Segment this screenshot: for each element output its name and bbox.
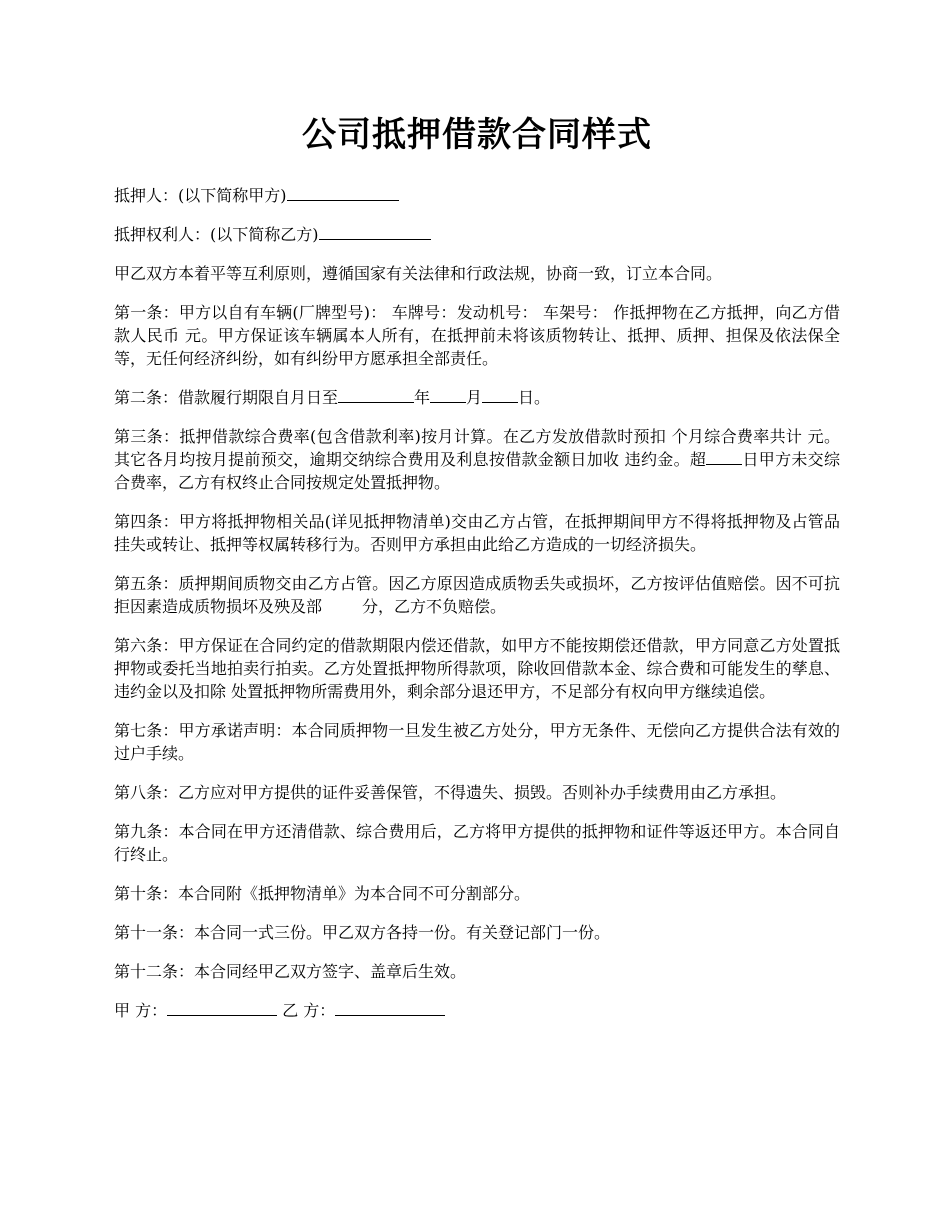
article-3 — [114, 425, 840, 494]
article-3-part1: 第三条：抵押借款综合费率(包含借款利率)按月计算。在乙方发放借款时预扣 个月综合费率共计 元。其它各月均按月提前预交，逾期交纳综合费用及利息按借款金额日加收 违约金。超 — [114, 427, 840, 469]
article-5-part2: 分，乙方不负赔偿。 — [362, 597, 507, 616]
party-a-blank — [287, 184, 399, 201]
article-2-end-blank — [338, 386, 414, 403]
article-12: 第十二条：本合同经甲乙双方签字、盖章后生效。 — [114, 962, 467, 981]
signature-party-b-blank — [335, 999, 445, 1016]
article-4: 第四条：甲方将抵押物相关品(详见抵押物清单)交由乙方占管，在抵押期间甲方不得将抵押物及占管品挂失或转让、抵押等权属转移行为。否则甲方承担由此给乙方造成的一切经济损失。 — [114, 512, 840, 554]
article-2-day: 日。 — [518, 388, 551, 407]
party-a-line — [114, 184, 840, 207]
intro-paragraph: 甲乙双方本着平等互利原则，遵循国家有关法律和行政法规，协商一致，订立本合同。 — [114, 264, 723, 283]
party-b-blank — [319, 223, 431, 240]
party-a-label: 抵押人：(以下简称甲方) — [114, 186, 287, 205]
article-2-year-blank — [430, 386, 466, 403]
contract-page — [114, 110, 840, 1022]
article-2-prefix: 第二条：借款履行期限自月日至 — [114, 388, 339, 407]
page-title: 公司抵押借款合同样式 — [302, 115, 652, 155]
article-2-month-blank — [482, 386, 518, 403]
article-3-part2: 日甲方未交综合费率，乙方有权终止合同按规定处置抵押物。 — [114, 450, 840, 492]
party-b-line — [114, 223, 840, 246]
article-11: 第十一条：本合同一式三份。甲乙双方各持一份。有关登记部门一份。 — [114, 923, 611, 942]
article-2-year: 年 — [414, 388, 431, 407]
article-8: 第八条：乙方应对甲方提供的证件妥善保管，不得遗失、损毁。否则补办手续费用由乙方承担。 — [114, 783, 787, 802]
article-2-month: 月 — [466, 388, 483, 407]
article-1: 第一条：甲方以自有车辆(厂牌型号)： 车牌号：发动机号： 车架号： 作抵押物在乙方抵押，向乙方借款人民币 元。甲方保证该车辆属本人所有，在抵押前未将该质物转让、抵押、质押、担保及依法保全等，无任何经济纠纷，如有纠纷甲方愿承担全部责任。 — [114, 303, 840, 368]
signature-party-a-label: 甲 方： — [114, 1001, 168, 1020]
article-5-part1: 第五条：质押期间质物交由乙方占管。因乙方原因造成质物丢失或损坏，乙方按评估值赔偿。因不可抗拒因素造成质物损坏及殃及部 — [114, 574, 840, 616]
article-6: 第六条：甲方保证在合同约定的借款期限内偿还借款，如甲方不能按期偿还借款，甲方同意乙方处置抵押物或委托当地拍卖行拍卖。乙方处置抵押物所得款项，除收回借款本金、综合费和可能发生的孳息、违约金以及扣除 处置抵押物所需费用外，剩余部分退还甲方，不足部分有权向甲方继续追偿。 — [114, 636, 840, 701]
signature-row — [114, 999, 840, 1022]
article-5 — [114, 572, 840, 618]
article-7: 第七条：甲方承诺声明：本合同质押物一旦发生被乙方处分，甲方无条件、无偿向乙方提供合法有效的过户手续。 — [114, 721, 840, 763]
article-10: 第十条：本合同附《抵押物清单》为本合同不可分割部分。 — [114, 884, 531, 903]
article-2 — [114, 386, 840, 409]
article-3-days-blank — [706, 448, 742, 465]
article-9: 第九条：本合同在甲方还清借款、综合费用后，乙方将甲方提供的抵押物和证件等返还甲方。本合同自行终止。 — [114, 822, 840, 864]
signature-party-b-label: 乙 方： — [282, 1001, 336, 1020]
signature-party-a-blank — [167, 999, 277, 1016]
party-b-label: 抵押权利人：(以下简称乙方) — [114, 225, 319, 244]
